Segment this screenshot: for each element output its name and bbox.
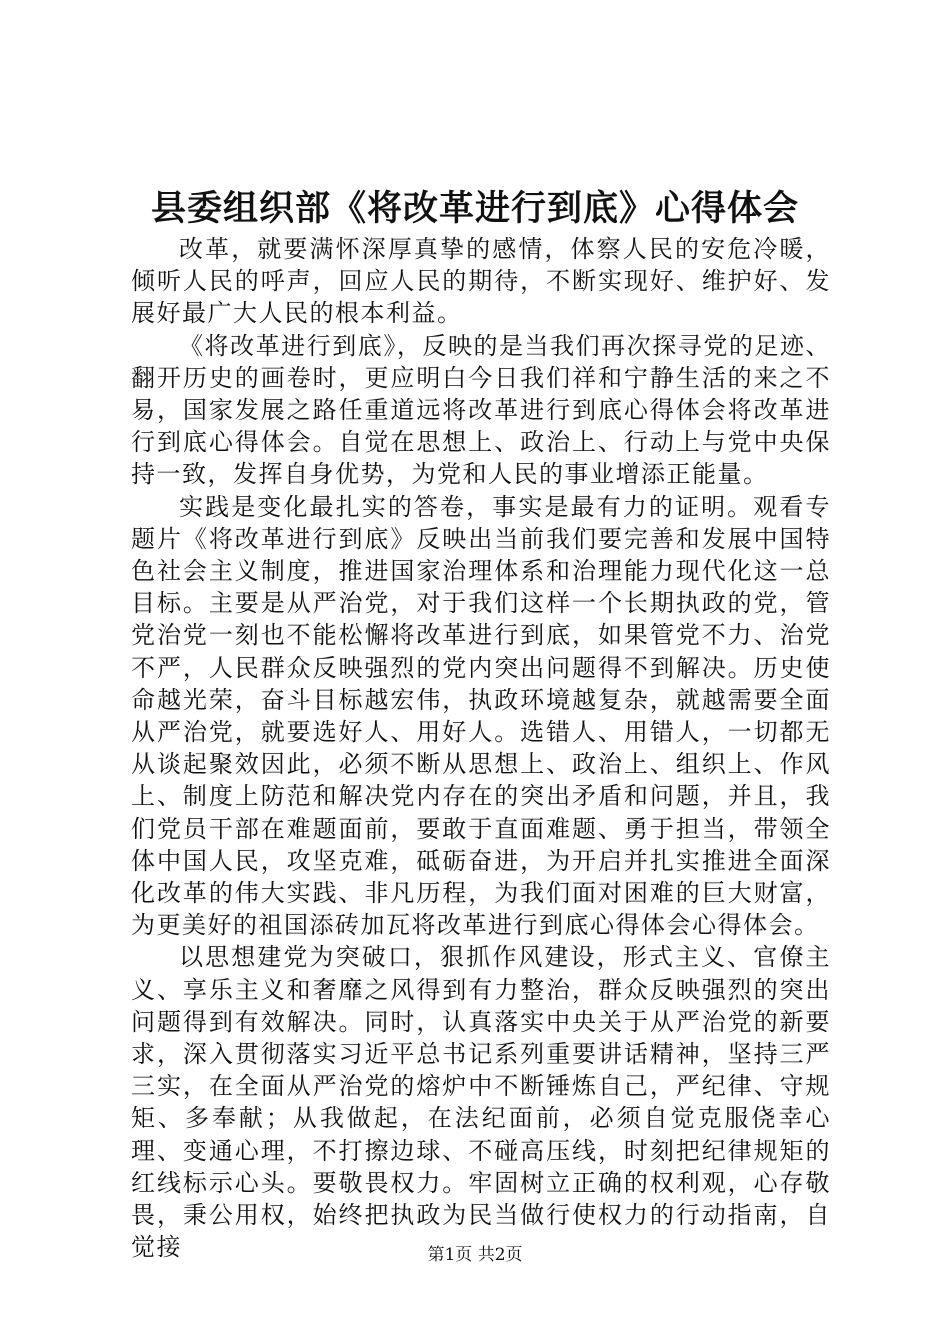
- paragraph-4: 以思想建党为突破口，狠抓作风建设，形式主义、官僚主义、享乐主义和奢靡之风得到有力整治，群众反映强烈的突出问题得到有效解决。同时，认真落实中央关于从严治党的新要求，深入贯彻落实习近平总书记系列重要讲话精神，坚持三严三实，在全面从严治党的熔炉中不断锤炼自己，严纪律、守规矩、多奉献；从我做起，在法纪面前，必须自觉克服侥幸心理、变通心理，不打擦边球、不碰高压线，时刻把纪律规矩的红线标示心头。要敬畏权力。牢固树立正确的权利观，心存敬畏，秉公用权，始终把执政为民当做行使权力的行动指南，自觉接: [131, 943, 831, 1262]
- paragraph-2: 《将改革进行到底》，反映的是当我们再次探寻党的足迹、翻开历史的画卷时，更应明白今日我们祥和宁静生活的来之不易，国家发展之路任重道远将改革进行到底心得体会将改革进行到底心得体会。自觉在思想上、政治上、行动上与党中央保持一致，发挥自身优势，为党和人民的事业增添正能量。: [131, 331, 831, 489]
- document-body: [131, 233, 831, 1264]
- paragraph-1: 改革，就要满怀深厚真挚的感情，体察人民的安危冷暖，倾听人民的呼声，回应人民的期待，不断实现好、维护好、发展好最广大人民的根本利益。: [131, 235, 831, 328]
- document-title: 县委组织部《将改革进行到底》心得体会: [150, 188, 799, 229]
- page-footer: 第1页 共2页: [427, 1245, 523, 1265]
- paragraph-3: 实践是变化最扎实的答卷，事实是最有力的证明。观看专题片《将改革进行到底》反映出当前我们要完善和发展中国特色社会主义制度，推进国家治理体系和治理能力现代化这一总目标。主要是从严治党，对于我们这样一个长期执政的党，管党治党一刻也不能松懈将改革进行到底，如果管党不力、治党不严，人民群众反映强烈的党内突出问题得不到解决。历史使命越光荣，奋斗目标越宏伟，执政环境越复杂，就越需要全面从严治党，就要选好人、用好人。选错人、用错人，一切都无从谈起聚效因此，必须不断从思想上、政治上、组织上、作风上、制度上防范和解决党内存在的突出矛盾和问题，并且，我们党员干部在难题面前，要敢于直面难题、勇于担当，带领全体中国人民，攻坚克难，砥砺奋进，为开启并扎实推进全面深化改革的伟大实践、非凡历程，为我们面对困难的巨大财富，为更美好的祖国添砖加瓦将改革进行到底心得体会心得体会。: [131, 492, 831, 940]
